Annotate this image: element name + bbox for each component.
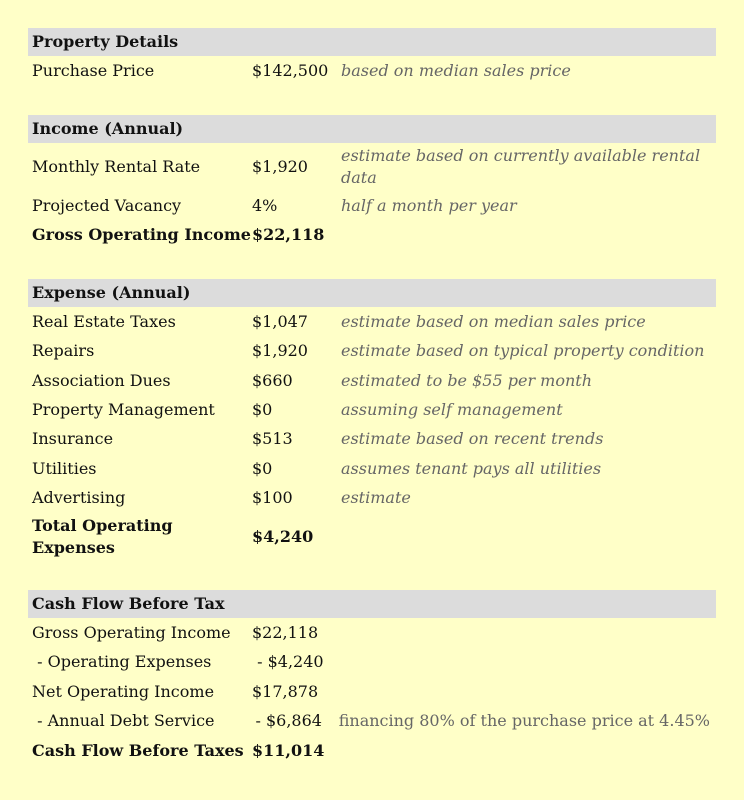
row-label: Monthly Rental Rate bbox=[32, 156, 201, 176]
row-value: $1,920 bbox=[252, 156, 308, 176]
row-note: estimate based on currently available rental data bbox=[341, 145, 701, 187]
row-value: $142,500 bbox=[252, 60, 329, 80]
row-projected-vacancy bbox=[28, 191, 716, 220]
row-label: - Operating Expenses bbox=[32, 652, 212, 672]
row-cf-annual-debt-service bbox=[28, 707, 716, 736]
row-label: - Annual Debt Service bbox=[32, 711, 215, 731]
row-note: assumes tenant pays all utilities bbox=[341, 458, 602, 478]
row-monthly-rental-rate bbox=[28, 143, 716, 191]
row-value: $0 bbox=[252, 400, 273, 420]
row-purchase-price bbox=[28, 56, 716, 85]
row-label: Net Operating Income bbox=[32, 681, 215, 701]
row-value: $17,878 bbox=[252, 681, 319, 701]
row-label: Property Management bbox=[32, 400, 215, 420]
row-cf-cash-flow-before-taxes bbox=[28, 736, 716, 765]
row-cf-gross-operating-income bbox=[28, 618, 716, 647]
section-header-property-details: Property Details bbox=[28, 28, 716, 56]
row-label: Real Estate Taxes bbox=[32, 311, 176, 331]
row-label: Projected Vacancy bbox=[32, 195, 182, 215]
row-association-dues bbox=[28, 366, 716, 395]
row-label: Association Dues bbox=[32, 370, 171, 390]
section-header-expense: Expense (Annual) bbox=[28, 279, 716, 307]
section-spacer bbox=[28, 250, 716, 280]
row-note: estimate based on typical property condition bbox=[341, 341, 705, 361]
section-spacer bbox=[28, 561, 716, 591]
row-note: estimate bbox=[341, 488, 411, 508]
row-label: Purchase Price bbox=[32, 60, 155, 80]
section-spacer bbox=[28, 85, 716, 115]
row-value: $11,014 bbox=[252, 740, 325, 760]
row-value: - $6,864 bbox=[250, 711, 322, 731]
row-note: based on median sales price bbox=[341, 60, 571, 80]
row-note: assuming self management bbox=[341, 400, 563, 420]
row-value: - $4,240 bbox=[252, 652, 324, 672]
row-repairs bbox=[28, 337, 716, 366]
row-property-management bbox=[28, 395, 716, 424]
row-value: $1,047 bbox=[252, 311, 308, 331]
row-label: Advertising bbox=[32, 488, 126, 508]
section-header-income: Income (Annual) bbox=[28, 115, 716, 143]
row-value: $660 bbox=[252, 370, 293, 390]
row-value: $4,240 bbox=[252, 526, 314, 546]
row-value: 4% bbox=[252, 195, 278, 215]
row-value: $22,118 bbox=[252, 224, 325, 244]
row-gross-operating-income bbox=[28, 220, 716, 249]
row-cf-net-operating-income bbox=[28, 677, 716, 706]
row-advertising bbox=[28, 484, 716, 513]
row-label: Insurance bbox=[32, 429, 114, 449]
row-real-estate-taxes bbox=[28, 307, 716, 336]
row-label: Gross Operating Income bbox=[32, 224, 251, 244]
row-label: Utilities bbox=[32, 458, 97, 478]
row-value: $513 bbox=[252, 429, 293, 449]
row-note: financing 80% of the purchase price at 4.45% bbox=[338, 711, 710, 731]
row-note: estimate based on recent trends bbox=[341, 429, 604, 449]
investment-analysis-sheet bbox=[28, 28, 716, 765]
row-value: $0 bbox=[252, 458, 273, 478]
row-note: half a month per year bbox=[341, 195, 517, 215]
section-header-cash-flow: Cash Flow Before Tax bbox=[28, 590, 716, 618]
row-value: $100 bbox=[252, 488, 293, 508]
row-total-operating-expenses bbox=[28, 513, 716, 561]
row-value: $1,920 bbox=[252, 341, 308, 361]
row-note: estimated to be $55 per month bbox=[341, 370, 593, 390]
row-insurance bbox=[28, 425, 716, 454]
row-value: $22,118 bbox=[252, 623, 319, 643]
row-note: estimate based on median sales price bbox=[341, 311, 646, 331]
row-label: Gross Operating Income bbox=[32, 623, 231, 643]
row-label: Total Operating Expenses bbox=[32, 515, 173, 557]
row-utilities bbox=[28, 454, 716, 483]
row-cf-operating-expenses bbox=[28, 648, 716, 677]
row-label: Cash Flow Before Taxes bbox=[32, 740, 244, 760]
row-label: Repairs bbox=[32, 341, 95, 361]
